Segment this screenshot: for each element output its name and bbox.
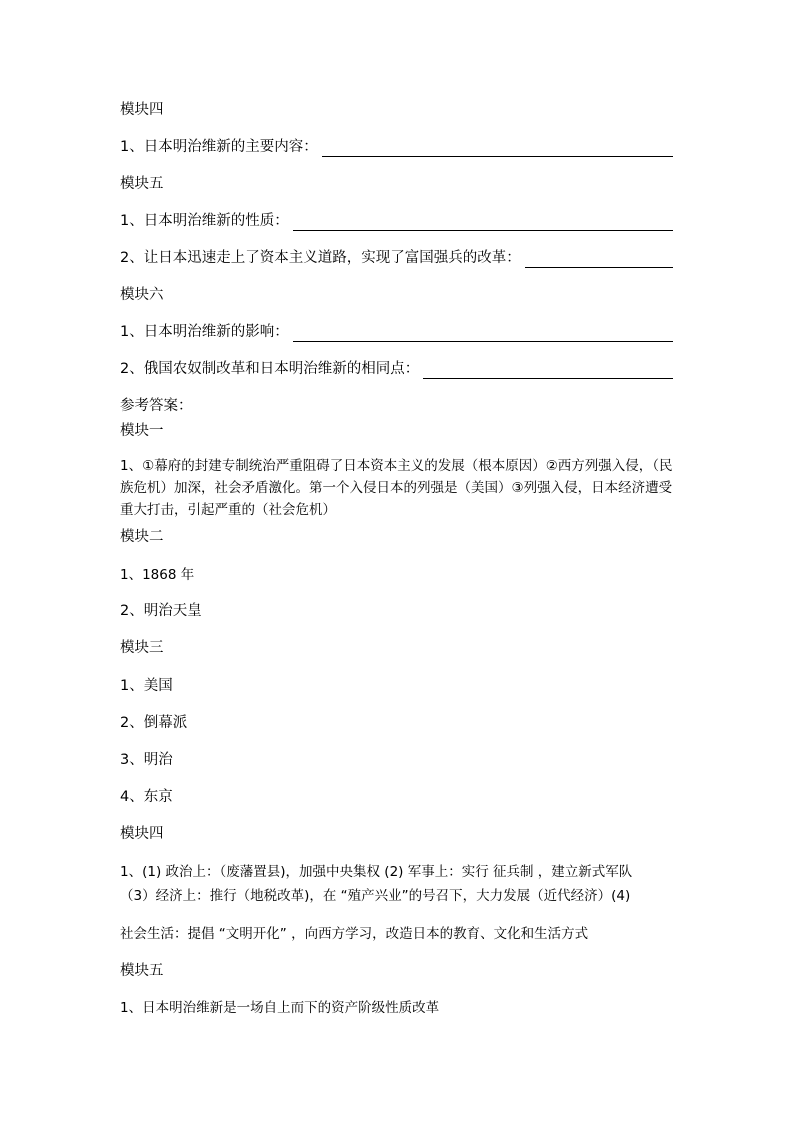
section-heading-module-5: 模块五: [120, 176, 164, 192]
answer-heading-module-4: 模块四: [120, 826, 164, 842]
question-text: 1、日本明治维新的影响：: [120, 324, 289, 340]
answer-line: 1、(1) 政治上：（废藩置县)，加强中央集权 (2) 军事上：实行 征兵制 ，建立新式军队: [120, 864, 633, 880]
answer-blank[interactable]: [423, 362, 673, 379]
answer-item: 2、明治天皇: [120, 603, 202, 619]
question-item: [120, 211, 673, 231]
section-heading-module-6: 模块六: [120, 287, 164, 303]
answer-heading-module-2: 模块二: [120, 529, 164, 545]
answer-item: 3、明治: [120, 752, 173, 768]
answer-blank[interactable]: [293, 325, 673, 342]
answer-item: 4、东京: [120, 789, 173, 805]
question-item: [120, 137, 673, 157]
question-text: 2、俄国农奴制改革和日本明治维新的相同点：: [120, 361, 420, 377]
question-item: [120, 322, 673, 342]
answer-blank[interactable]: [293, 214, 673, 231]
answers-title: 参考答案：: [120, 398, 193, 414]
answer-line: 1、日本明治维新是一场自上而下的资产阶级性质改革: [120, 1000, 440, 1016]
answer-heading-module-1: 模块一: [120, 423, 164, 439]
question-text: 1、日本明治维新的主要内容：: [120, 139, 318, 155]
answer-heading-module-3: 模块三: [120, 640, 164, 656]
question-text: 2、让日本迅速走上了资本主义道路，实现了富国强兵的改革：: [120, 250, 521, 266]
answer-item: 1、美国: [120, 678, 173, 694]
answer-blank[interactable]: [525, 251, 673, 268]
question-text: 1、日本明治维新的性质：: [120, 213, 289, 229]
question-item: [120, 359, 673, 379]
question-item: [120, 248, 673, 268]
answer-line: 社会生活：提倡 “文明开化” ，向西方学习，改造日本的教育、文化和生活方式: [120, 926, 589, 942]
section-heading-module-4: 模块四: [120, 102, 164, 118]
answer-paragraph: 1、①幕府的封建专制统治严重阻碍了日本资本主义的发展（根本原因）②西方列强入侵，（民族危机）加深，社会矛盾激化。第一个入侵日本的列强是（美国）③列强入侵，日本经济遭受重大打击，引起严重的（社会危机）: [120, 458, 673, 518]
answer-item: 1、1868 年: [120, 567, 195, 583]
answer-line: （3）经济上：推行（地税改革)，在 “殖产兴业”的号召下，大力发展（近代经济）(4): [120, 888, 631, 904]
answer-blank[interactable]: [322, 140, 673, 157]
answer-heading-module-5: 模块五: [120, 963, 164, 979]
answer-item: 2、倒幕派: [120, 715, 188, 731]
